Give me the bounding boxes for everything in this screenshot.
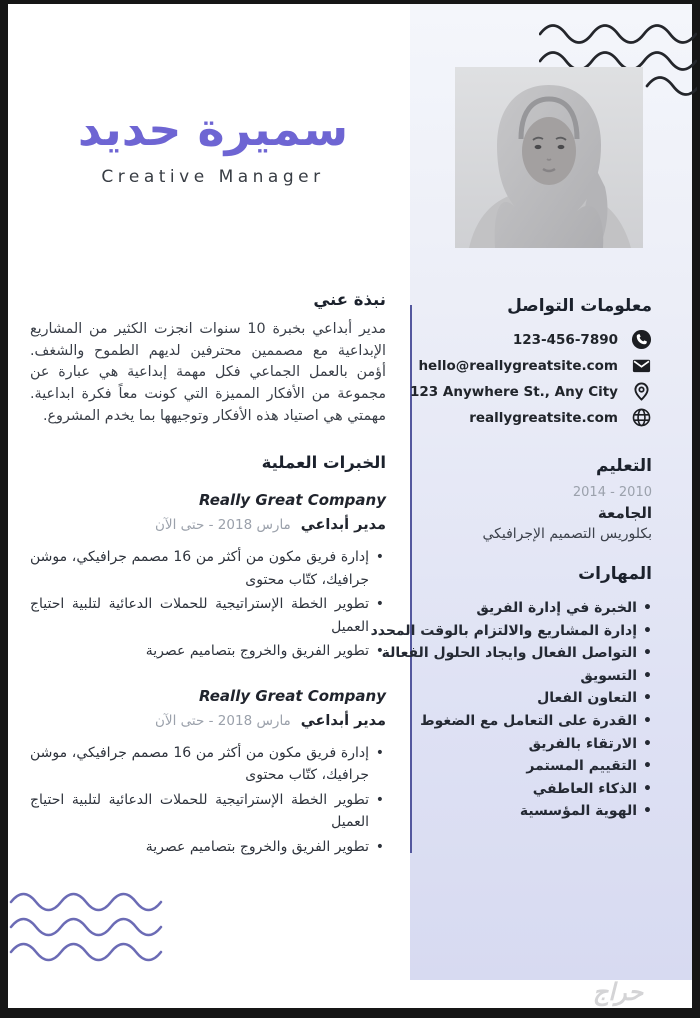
about-heading: نبذة عني — [313, 290, 386, 309]
job-bullet: • إدارة فريق مكون من أكثر من 16 مصمم جرافيكي، موشن جرافيك، كتّاب محتوى — [30, 742, 386, 787]
phone-icon — [631, 329, 652, 350]
job-bullet: • تطوير الفريق والخروج بتصاميم عصرية — [30, 836, 386, 859]
company-name: Really Great Company — [198, 491, 386, 509]
candidate-title: Creative Manager — [101, 167, 325, 188]
header-block — [38, 102, 388, 187]
portrait-illustration — [455, 67, 643, 248]
resume-page — [8, 4, 692, 1008]
job-title: مدير أبداعي — [300, 517, 386, 533]
contact-item-phone — [24, 329, 652, 350]
company-name: Really Great Company — [198, 686, 386, 705]
contact-heading: معلومات التواصل — [507, 296, 652, 316]
skill-item: • التقييم المستمر — [24, 755, 652, 778]
job-bullet: • تطوير الخطة الإستراتيجية للحملات الدعائية لتلبية احتياج العميل — [30, 789, 386, 834]
section-skills — [24, 564, 652, 823]
skills-list — [24, 597, 652, 823]
job-title: مدير أبداعي — [300, 712, 386, 729]
skill-item: • الذكاء العاطفي — [24, 778, 652, 801]
contact-item-website — [24, 407, 652, 428]
skills-heading: المهارات — [578, 564, 652, 584]
contact-address-value: 123 Anywhere St., Any City — [410, 383, 618, 400]
skill-item: • الخبرة في إدارة الفريق — [24, 597, 652, 620]
experience-heading: الخبرات العملية — [261, 453, 386, 472]
contact-website-value: reallygreatsite.com — [469, 409, 618, 426]
section-education — [24, 456, 652, 542]
contact-email-value: hello@reallygreatsite.com — [418, 357, 618, 374]
contact-item-address — [24, 381, 652, 402]
wave-decoration-bottom-icon — [9, 886, 169, 972]
job-bullet: • تطوير الفريق والخروج بتصاميم عصرية — [30, 640, 386, 663]
education-degree: بكلوريس التصميم الإجرافيكي — [482, 526, 652, 542]
skill-item: • التعاون الفعال — [24, 687, 652, 710]
skill-item: • التسويق — [24, 665, 652, 688]
about-text: مدير أبداعي بخبرة 10 سنوات انجزت الكثير من المشاريع الإبداعية مع مصممين محترفين لديهم الطموح والشغف. أؤمن بالعمل الجماعي فكل مهمة إبداعية هي عبارة عن مجموعة من الأفكار المميزة التي كونت معاً فكرة ابداعية. مهمتي هي اصتياد هذه الأفكار وتوجيهها بما يخدم المشروع. — [30, 321, 386, 424]
skill-item: • إدارة المشاريع والالتزام بالوقت المحدد — [24, 620, 652, 643]
website-icon — [631, 407, 652, 428]
job-period: مارس 2018 - حتى الآن — [155, 517, 291, 533]
skill-item: • القدرة على التعامل مع الضغوط — [24, 710, 652, 733]
education-school: الجامعة — [597, 504, 652, 522]
skill-item: • التواصل الفعال وايجاد الحلول الفعالة — [24, 642, 652, 665]
site-watermark: حراج — [592, 978, 644, 1006]
job-bullet: • تطوير الخطة الإستراتيجية للحملات الدعائية لتلبية احتياج العميل — [30, 593, 386, 638]
contact-item-email — [24, 355, 652, 376]
section-contact — [24, 296, 652, 433]
job-bullet: • إدارة فريق مكون من أكثر من 16 مصمم جرافيكي، موشن جرافيك، كتّاب محتوى — [30, 546, 386, 591]
location-icon — [631, 381, 652, 402]
profile-photo — [455, 67, 643, 248]
skill-item: • الهوية المؤسسية — [24, 800, 652, 823]
candidate-name: سميرة حديد — [77, 102, 349, 156]
contact-phone-value: 123-456-7890 — [512, 331, 618, 348]
skill-item: • الارتقاء بالفريق — [24, 733, 652, 756]
contact-rows — [24, 329, 652, 428]
education-heading: التعليم — [596, 456, 652, 476]
job-period: مارس 2018 - حتى الآن — [155, 712, 291, 729]
email-icon — [631, 355, 652, 376]
education-period: 2014 - 2010 — [572, 485, 652, 500]
